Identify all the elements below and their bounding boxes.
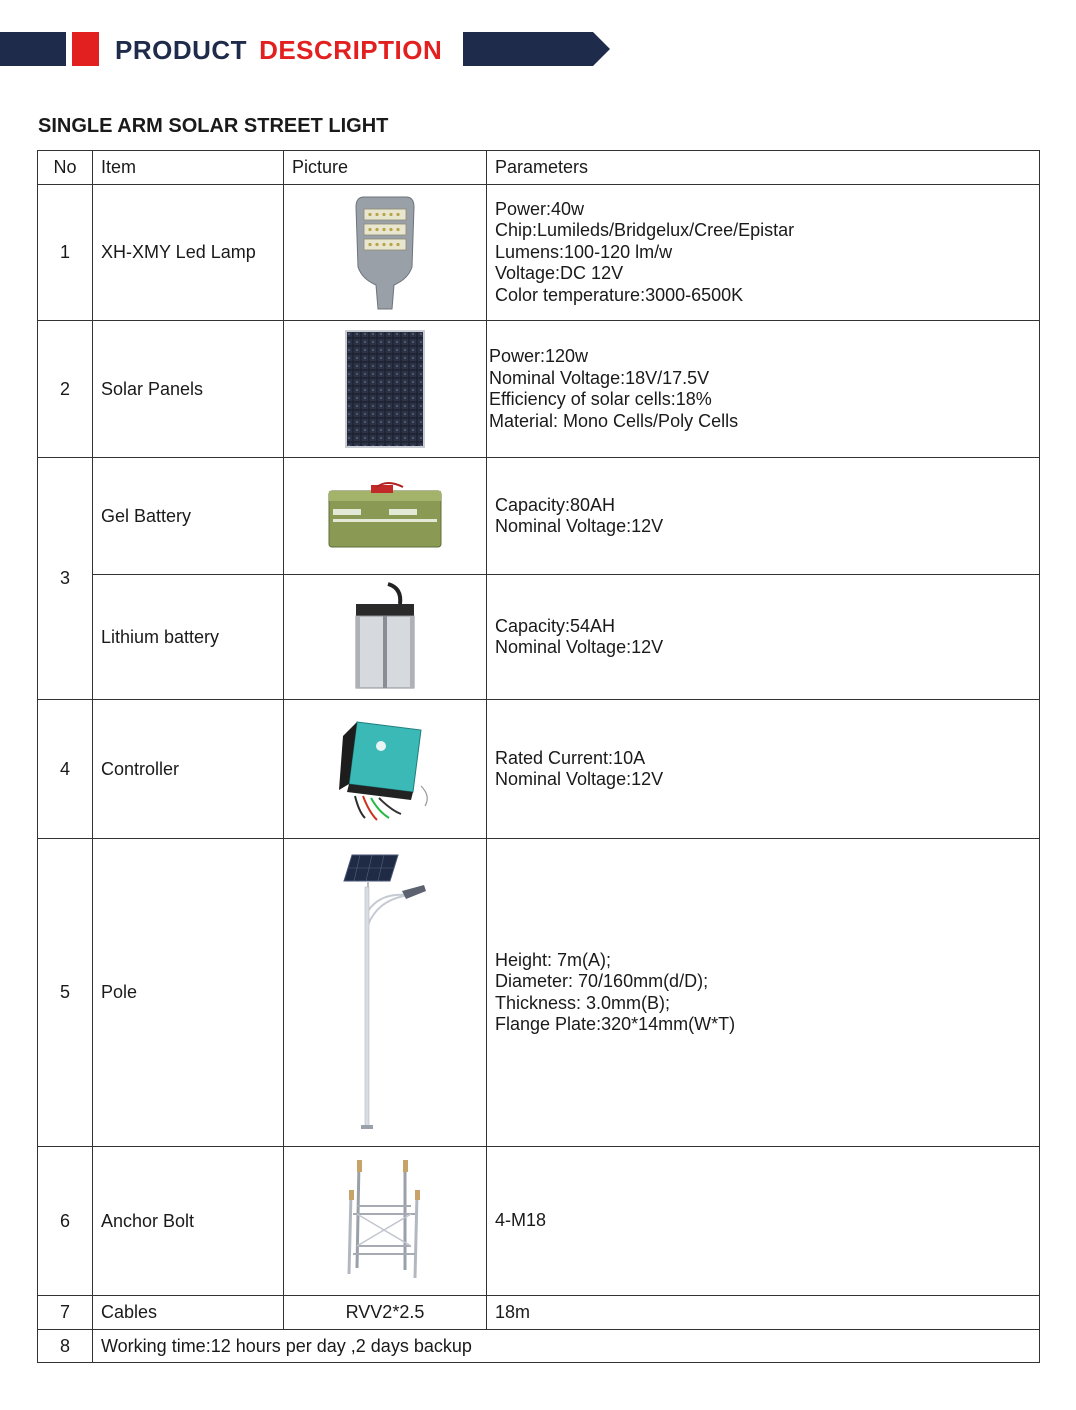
table-row <box>38 458 1040 575</box>
spec-table <box>37 150 1040 1363</box>
led-lamp-icon <box>350 193 420 313</box>
row-item: Solar Panels <box>93 321 284 458</box>
banner-arrow-icon <box>463 32 610 66</box>
row-picture <box>284 700 487 839</box>
banner-title-word1: PRODUCT <box>115 35 248 65</box>
table-row <box>38 185 1040 321</box>
row-params <box>487 700 1040 839</box>
row-no: 1 <box>38 185 93 321</box>
table-row <box>38 839 1040 1147</box>
param-line: Capacity:80AH <box>495 494 616 515</box>
banner-title <box>115 35 442 65</box>
param-line: Power:40w <box>495 198 585 219</box>
table-header-row <box>38 151 1040 185</box>
param-line: Power:120w <box>489 346 589 366</box>
row-picture-text: RVV2*2.5 <box>284 1296 487 1330</box>
param-line: Voltage:DC 12V <box>495 263 624 284</box>
header-parameters: Parameters <box>487 151 1040 185</box>
table-row <box>38 1296 1040 1330</box>
param-line: Color temperature:3000-6500K <box>495 284 744 305</box>
row-item: Gel Battery <box>93 458 284 575</box>
row-params <box>487 839 1040 1147</box>
row-params <box>487 575 1040 700</box>
param-line: Nominal Voltage:18V/17.5V <box>489 367 710 388</box>
controller-icon <box>335 716 435 822</box>
param-line: Rated Current:10A <box>495 747 646 768</box>
solar-panel-icon <box>345 330 425 448</box>
table-row <box>38 321 1040 458</box>
row-no: 3 <box>38 458 93 700</box>
param-line: Chip:Lumileds/Bridgelux/Cree/Epistar <box>495 220 795 241</box>
param-line: Thickness: 3.0mm(B); <box>495 992 671 1013</box>
row-no: 2 <box>38 321 93 458</box>
row-picture <box>284 1147 487 1296</box>
row-params <box>487 1147 1040 1296</box>
row-item: Working time:12 hours per day ,2 days backup <box>93 1330 1040 1363</box>
param-line: Height: 7m(A); <box>495 949 612 970</box>
section-banner <box>0 32 620 66</box>
table-row <box>38 700 1040 839</box>
row-no: 5 <box>38 839 93 1147</box>
row-item: XH-XMY Led Lamp <box>93 185 284 321</box>
banner-left-bar <box>0 32 66 66</box>
param-line: Flange Plate:320*14mm(W*T) <box>495 1014 736 1034</box>
row-no: 7 <box>38 1296 93 1330</box>
row-params <box>487 185 1040 321</box>
param-line: Nominal Voltage:12V <box>495 516 664 536</box>
header-no: No <box>38 151 93 185</box>
row-item: Controller <box>93 700 284 839</box>
param-line: Capacity:54AH <box>495 615 616 636</box>
row-item: Anchor Bolt <box>93 1147 284 1296</box>
param-line: Lumens:100-120 lm/w <box>495 241 673 262</box>
banner-title-word2: DESCRIPTION <box>259 35 443 65</box>
table-row <box>38 1147 1040 1296</box>
lithium-battery-icon <box>350 582 420 692</box>
gel-battery-icon <box>327 481 443 551</box>
param-line: 4-M18 <box>495 1210 547 1231</box>
row-picture <box>284 458 487 575</box>
header-item: Item <box>93 151 284 185</box>
row-params <box>487 321 1040 458</box>
param-line: Efficiency of solar cells:18% <box>489 389 712 409</box>
row-params: 18m <box>487 1296 1040 1330</box>
param-line: Diameter: 70/160mm(d/D); <box>495 971 709 991</box>
row-picture <box>284 839 487 1147</box>
row-no: 8 <box>38 1330 93 1363</box>
table-row <box>38 1330 1040 1363</box>
table-row <box>38 575 1040 700</box>
pole-icon <box>330 851 440 1135</box>
param-line: Material: Mono Cells/Poly Cells <box>489 410 739 431</box>
param-line: Nominal Voltage:12V <box>495 769 664 789</box>
row-picture <box>284 321 487 458</box>
row-picture <box>284 185 487 321</box>
row-item: Pole <box>93 839 284 1147</box>
anchor-bolt-icon <box>345 1160 425 1282</box>
row-params <box>487 458 1040 575</box>
page-subtitle: SINGLE ARM SOLAR STREET LIGHT <box>38 115 389 137</box>
row-item: Lithium battery <box>93 575 284 700</box>
banner-red-accent <box>72 32 99 66</box>
row-no: 4 <box>38 700 93 839</box>
row-item: Cables <box>93 1296 284 1330</box>
row-no: 6 <box>38 1147 93 1296</box>
header-picture: Picture <box>284 151 487 185</box>
row-picture <box>284 575 487 700</box>
param-line: Nominal Voltage:12V <box>495 637 664 657</box>
